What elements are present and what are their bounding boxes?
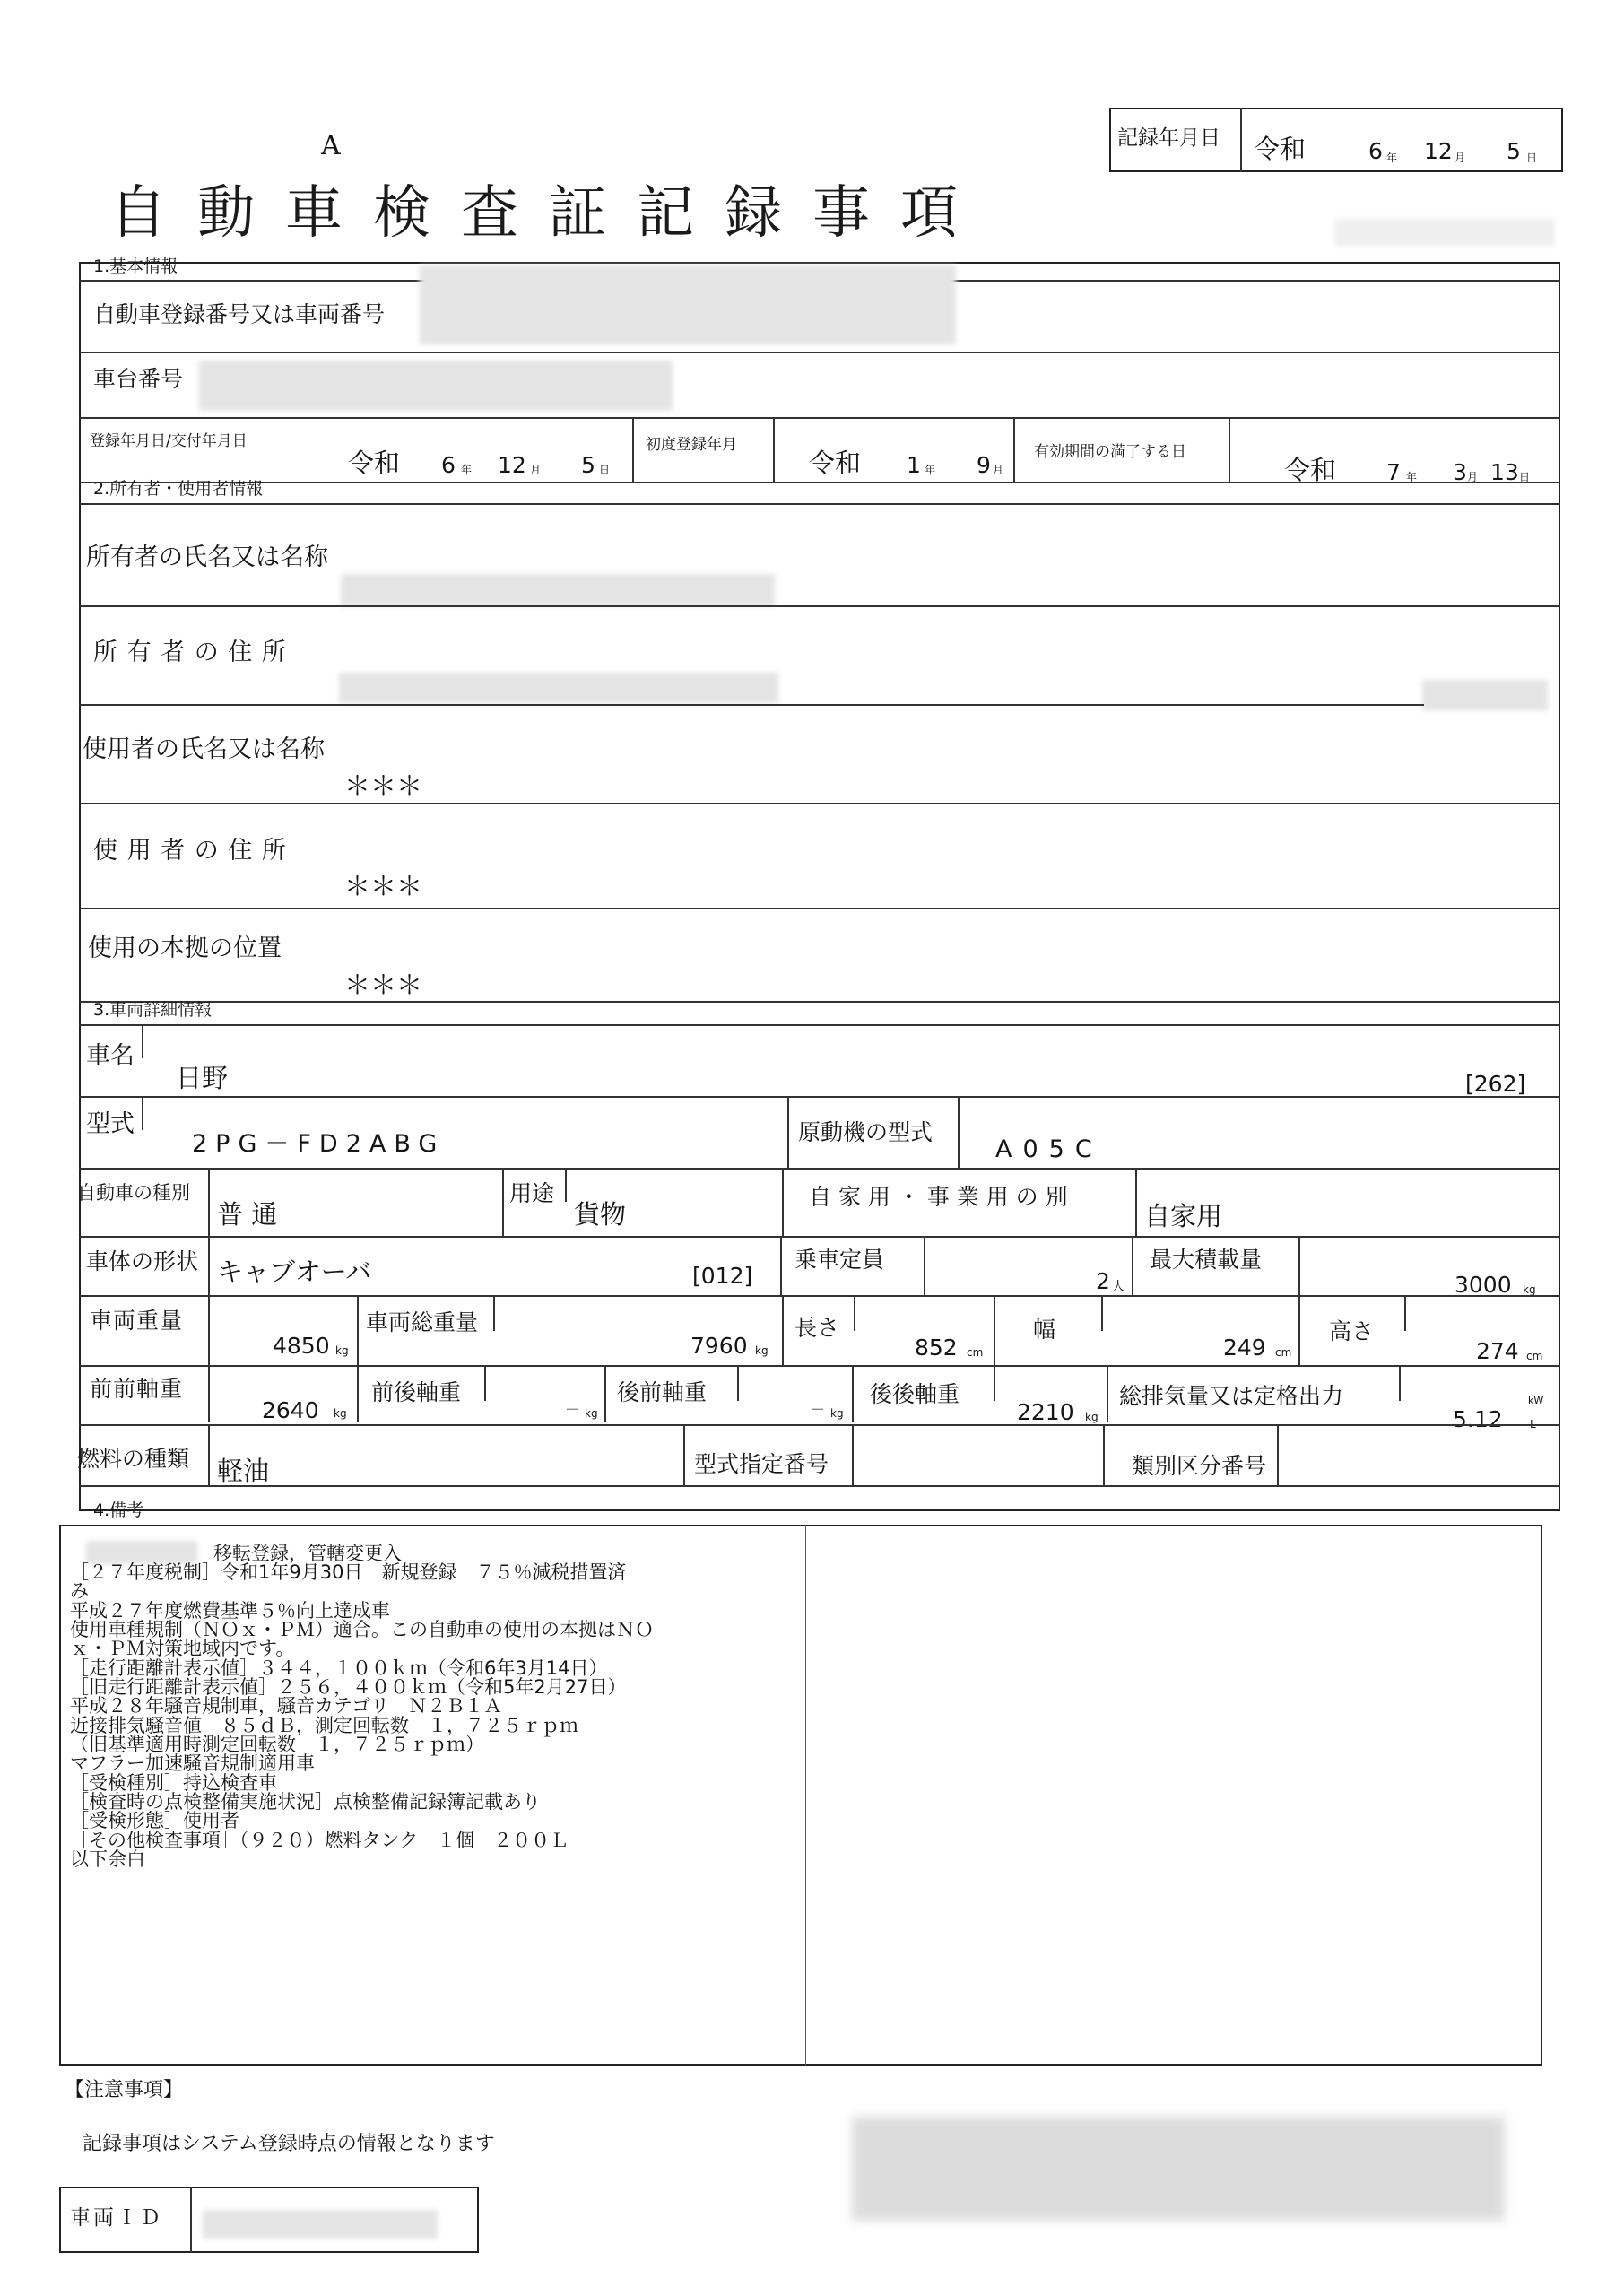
engine-model-value: A05C: [995, 1135, 1103, 1163]
model-label: 型式: [86, 1110, 135, 1138]
car-name-code: [262]: [1465, 1071, 1526, 1097]
vehicle-class-value: 普 通: [217, 1199, 278, 1230]
fr-axle-label: 前後軸重: [371, 1379, 462, 1405]
section3-heading: 3.車両詳細情報: [93, 1000, 213, 1020]
height-value: 274: [1476, 1338, 1519, 1364]
height-unit: cm: [1526, 1350, 1543, 1362]
remark-line: ［２７年度税制］令和1年9月30日 新規登録 ７５％減税措置済: [70, 1561, 627, 1583]
body-shape-value: キャブオーバ: [217, 1257, 372, 1287]
first-reg-label: 初度登録年月: [646, 436, 737, 454]
gross-weight-value: 7960: [690, 1333, 748, 1359]
owner-name-label: 所有者の氏名又は名称: [86, 544, 328, 571]
remark-line: 以下余白: [70, 1848, 145, 1870]
base-location-value: ＊＊＊: [344, 970, 423, 1000]
notes-heading: 【注意事項】: [65, 2079, 184, 2101]
fuel-value: 軽油: [217, 1456, 270, 1486]
gross-weight-unit: kg: [755, 1344, 769, 1357]
vehicle-id-label: 車両ＩＤ: [70, 2206, 163, 2230]
record-date-era: 令和: [1254, 134, 1307, 164]
displacement-label: 総排気量又は定格出力: [1119, 1383, 1344, 1409]
capacity-unit: 人: [1112, 1280, 1125, 1294]
purpose-label: 用途: [509, 1180, 555, 1206]
user-name-value: ＊＊＊: [344, 770, 423, 801]
gross-weight-label: 車両総重量: [366, 1309, 479, 1335]
reg-date-era: 令和: [348, 448, 401, 478]
redacted-header: [1334, 219, 1555, 246]
remark-line: み: [70, 1580, 89, 1602]
rr-axle-label: 後後軸重: [870, 1381, 960, 1407]
width-value: 249: [1223, 1335, 1266, 1361]
reg-number-label: 自動車登録番号又は車両番号: [93, 301, 386, 327]
remark-line: 平成２８年騒音規制車，騒音カテゴリ Ｎ２Ｂ１Ａ: [70, 1695, 503, 1717]
record-date-label: 記録年月日: [1117, 126, 1220, 150]
type-designation-label: 型式指定番号: [694, 1451, 829, 1477]
redacted-owner-name: [341, 574, 775, 606]
section2-heading: 2.所有者・使用者情報: [93, 479, 264, 499]
category-number-label: 類別区分番号: [1132, 1453, 1267, 1479]
rf-axle-value: －: [811, 1401, 826, 1418]
document-title: 自動車検査証記録事項: [109, 180, 988, 247]
fr-axle-unit: kg: [585, 1407, 598, 1420]
section4-heading: 4.備考: [93, 1500, 144, 1520]
user-name-label: 使用者の氏名又は名称: [83, 735, 325, 763]
fuel-label: 燃料の種類: [77, 1446, 190, 1472]
remark-line: 近接排気騒音値 ８５ｄＢ，測定回転数 １，７２５ｒｐｍ: [70, 1715, 578, 1736]
ff-axle-label: 前前軸重: [90, 1376, 184, 1402]
max-load-value: 3000: [1455, 1272, 1512, 1298]
redacted-owner-address: [339, 673, 778, 703]
private-business-label: 自 家 用 ・ 事 業 用 の 別: [809, 1184, 1068, 1210]
form-letter: A: [321, 130, 341, 161]
displacement-unit-bottom: L: [1530, 1418, 1536, 1431]
base-location-label: 使用の本拠の位置: [88, 935, 282, 962]
remark-line: 平成２７年度燃費基準５％向上達成車: [70, 1600, 390, 1622]
private-business-value: 自家用: [1144, 1201, 1223, 1231]
width-label: 幅: [1033, 1317, 1056, 1343]
body-shape-label: 車体の形状: [86, 1248, 199, 1274]
ff-axle-value: 2640: [262, 1397, 319, 1423]
expiry-era: 令和: [1284, 455, 1337, 485]
remark-line: ｘ・ＰＭ対策地域内です。: [70, 1638, 295, 1659]
remark-line: 移転登録，管轄変更入: [213, 1543, 402, 1564]
capacity-label: 乗車定員: [795, 1247, 885, 1273]
remark-line: ［その他検査事項］（９２０）燃料タンク １個 ２００Ｌ: [70, 1830, 569, 1851]
redacted-chassis-number: [199, 361, 673, 411]
remark-line: （旧基準適用時測定回転数 １，７２５ｒｐｍ）: [70, 1734, 484, 1755]
body-shape-code: [012]: [692, 1263, 753, 1289]
ff-axle-unit: kg: [334, 1407, 347, 1420]
height-label: 高さ: [1329, 1318, 1375, 1344]
car-name-value: 日野: [176, 1063, 229, 1093]
max-load-unit: kg: [1523, 1283, 1536, 1296]
rr-axle-value: 2210: [1017, 1399, 1074, 1425]
owner-address-label: 所 有 者 の 住 所: [93, 639, 287, 666]
remark-line: ［検査時の点検整備実施状況］点検整備記録簿記載あり: [70, 1791, 541, 1813]
max-load-label: 最大積載量: [1150, 1247, 1263, 1273]
vehicle-class-label: 自動車の種別: [77, 1182, 190, 1204]
width-unit: cm: [1275, 1346, 1292, 1359]
user-address-value: ＊＊＊: [344, 871, 423, 901]
vehicle-weight-label: 車両重量: [90, 1308, 184, 1334]
model-value: 2PG－FD2ABG: [192, 1130, 446, 1158]
notes-text: 記録事項はシステム登録時点の情報となります: [83, 2133, 495, 2155]
remark-line: 使用車種規制（ＮＯｘ・ＰＭ）適合。この自動車の使用の本拠はＮＯ: [70, 1619, 654, 1640]
vehicle-weight-unit: kg: [335, 1344, 349, 1357]
reg-date-label: 登録年月日/交付年月日: [90, 432, 248, 450]
chassis-number-label: 車台番号: [93, 366, 184, 392]
car-name-label: 車名: [86, 1042, 135, 1070]
remark-line: ［旧走行距離計表示値］２５６，４００ｋｍ（令和5年2月27日）: [70, 1676, 627, 1698]
remark-line: ［受検種別］持込検査車: [70, 1772, 277, 1794]
purpose-value: 貨物: [574, 1199, 627, 1230]
length-unit: cm: [967, 1346, 984, 1359]
user-address-label: 使 用 者 の 住 所: [93, 837, 287, 865]
redacted-stamp-area: [852, 2117, 1505, 2221]
rr-axle-unit: kg: [1085, 1411, 1099, 1423]
redacted-vehicle-id: [203, 2210, 438, 2239]
displacement-value: 5.12: [1453, 1406, 1503, 1432]
fr-axle-value: －: [565, 1401, 580, 1418]
remark-line: ［走行距離計表示値］３４４，１００ｋｍ（令和6年3月14日）: [70, 1657, 608, 1679]
expiry-label: 有効期間の満了する日: [1034, 443, 1186, 461]
rf-axle-label: 後前軸重: [617, 1379, 708, 1405]
remark-line: マフラー加速騒音規制適用車: [70, 1752, 315, 1774]
length-label: 長さ: [795, 1315, 840, 1341]
rf-axle-unit: kg: [830, 1407, 844, 1420]
first-reg-era: 令和: [809, 448, 862, 478]
engine-model-label: 原動機の型式: [798, 1119, 934, 1145]
capacity-value: 2: [1096, 1268, 1110, 1294]
section1-heading: 1.基本情報: [93, 257, 178, 276]
redacted-owner-address-2: [1422, 680, 1548, 710]
length-value: 852: [915, 1335, 958, 1361]
displacement-unit-top: kW: [1528, 1395, 1544, 1406]
redacted-reg-number: [420, 265, 956, 344]
vehicle-weight-value: 4850: [273, 1333, 330, 1359]
remark-line: ［受検形態］使用者: [70, 1810, 239, 1831]
